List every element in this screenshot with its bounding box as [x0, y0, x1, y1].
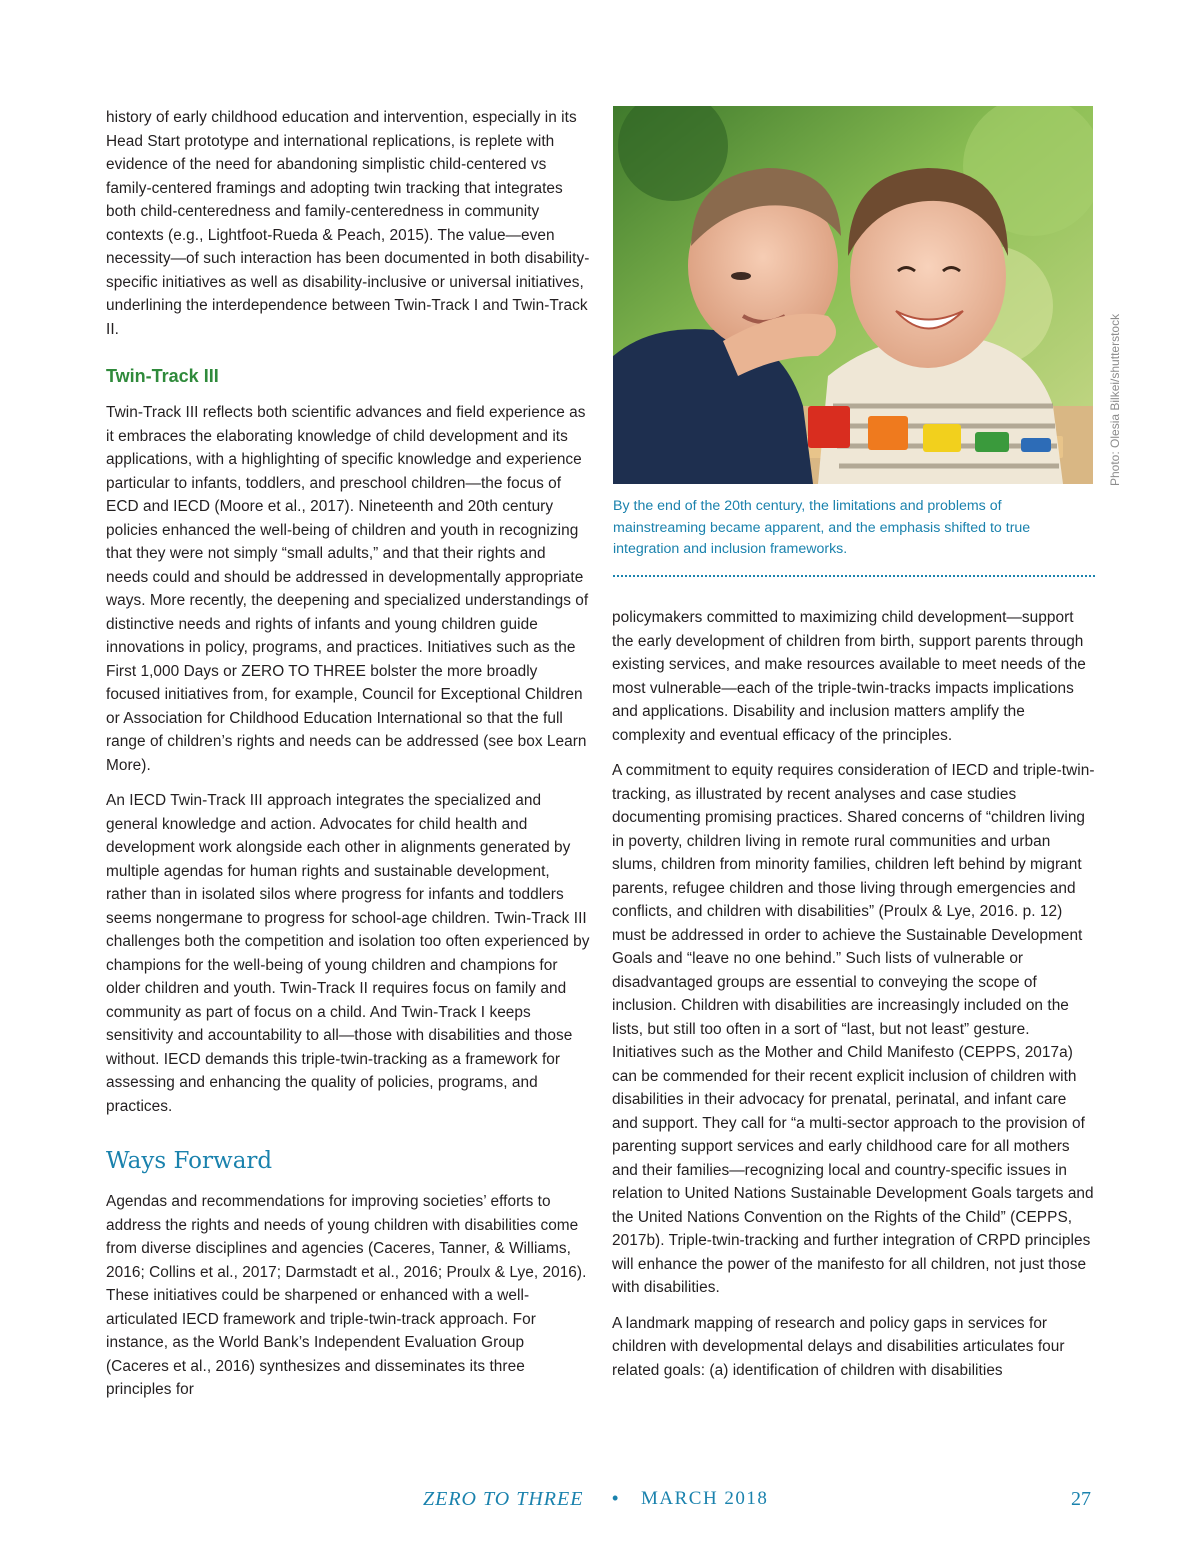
right-paragraph-2: A commitment to equity requires consideration of IECD and triple-twin-tracking, as illustrated by recent analyses and case studies documenting promising practices. Shared concerns of “children living in poverty, children living in remote rural communities and urban slums, children from minority families, children left behind by migrant parents, refugee children and those living through emergencies and conflicts, and children with disabilities” (Proulx & Lye, 2016. p. 12) must be addressed in order to achieve the Sustainable Development Goals and “leave no one behind.” Such lists of vulnerable or disadvantaged groups are essential to conveying the scope of inclusion. Children with disabilities are increasingly included on the lists, but still too often in a sort of “last, but not least” gesture. Initiatives such as the Mother and Child Manifesto (CEPPS, 2017a) can be commended for their recent explicit inclusion of children with disabilities in their advocacy for prenatal, perinatal, and infant care and support. They call for “a multi-sector approach to the provision of parenting support services and early childhood care for all mothers and their families—recognizing local and country-specific issues in relation to United Nations Sustainable Development Goals targets and the United Nations Convention on the Rights of the Child” (CEPPS, 2017b). Triple-twin-tracking and further integration of CRPD principles will enhance the power of the manifesto for all children, not just those with disabilities.	[612, 762, 1095, 1296]
photo-caption: By the end of the 20th century, the limitations and problems of mainstreaming became apparent, and the emphasis shifted to true integration and inclusion frameworks.	[613, 498, 1031, 557]
left-column	[106, 106, 590, 1402]
footer-bullet: •	[612, 1488, 619, 1508]
right-column	[612, 606, 1096, 1382]
twin-track-paragraph-1: Twin-Track III reflects both scientific advances and field experience as it embraces the elaborating knowledge of child development and its applications, with a highlighting of specific knowledge and experience particular to infants, toddlers, and preschool children—the focus of ECD and IECD (Moore et al., 2017). Nineteenth and 20th century policies enhanced the well-being of children and youth in recognizing that they were not simply “small adults,” and that their rights and needs could and should be addressed in developmentally appropriate ways. More recently, the deepening and specialized understandings of distinctive needs and rights of infants and young children guide innovations in policy, programs, and practices. Initiatives such as the First 1,000 Days or ZERO TO THREE bolster the more broadly focused initiatives from, for example, Council for Exceptional Children or Association for Childhood Education International so that the full range of children’s rights and needs can be addressed (see box Learn More).	[106, 404, 589, 774]
intro-paragraph: history of early childhood education and intervention, especially in its Head Start prototype and international replications, is replete with evidence of the need for abandoning simplistic child-centered vs family-centered framings and adopting twin tracking that integrates both child-centeredness and family-centeredness in community contexts (e.g., Lightfoot-Rueda & Peach, 2015). The value—even necessity—of such interaction has been documented in both disability-specific initiatives as well as disability-inclusive or universal initiatives, underlining the interdependence between Twin-Track I and Twin-Track II.	[106, 109, 590, 338]
ways-forward-paragraph: Agendas and recommendations for improving societies’ efforts to address the rights and needs of young children with disabilities come from diverse disciplines and agencies (Caceres, Tanner, & Williams, 2016; Collins et al., 2017; Darmstadt et al., 2016; Proulx & Lye, 2016). These initiatives could be sharpened or enhanced with a well-articulated IECD framework and triple-twin-track approach. For instance, as the World Bank’s Independent Evaluation Group (Caceres et al., 2016) synthesizes and disseminates its three principles for	[106, 1193, 587, 1398]
twin-track-paragraph-2: An IECD Twin-Track III approach integrates the specialized and general knowledge and action. Advocates for child health and development work alongside each other in alignments generated by multiple agendas for human rights and sustainable development, rather than in isolated silos where progress for infants and toddlers seems nongermane to progress for school-age children. Twin-Track III challenges both the competition and isolation too often experienced by champions for the well-being of young children and champions for older children and youth. Twin-Track II requires focus on family and community as part of focus on a child. And Twin-Track I keeps sensitivity and accountability to all—those with disabilities and those without. IECD demands this triple-twin-tracking as a framework for assessing and enhancing the quality of policies, programs, and practices.	[106, 792, 590, 1115]
photo-credit: Photo: Olesia Bilkei/shutterstock	[1108, 313, 1122, 486]
footer-date: MARCH 2018	[641, 1488, 769, 1509]
page-footer	[0, 1488, 1200, 1518]
twin-track-iii-heading: Twin-Track III	[106, 366, 219, 386]
right-paragraph-1: policymakers committed to maximizing child development—support the early development of children from birth, support parents through existing services, and make resources available to meet needs of the most vulnerable—each of the triple-twin-tracks impacts implications and applications. Disability and inclusion matters amplify the complexity and eventual efficacy of the principles.	[612, 609, 1086, 744]
caption-divider	[613, 575, 1095, 577]
page-number: 27	[1071, 1488, 1091, 1510]
children-photo	[613, 106, 1093, 484]
ways-forward-heading: Ways Forward	[106, 1148, 273, 1174]
right-paragraph-3: A landmark mapping of research and policy gaps in services for children with developmental delays and disabilities articulates four related goals: (a) identification of children with disabilities	[612, 1314, 1065, 1379]
footer-publication: ZERO TO THREE	[423, 1488, 584, 1510]
